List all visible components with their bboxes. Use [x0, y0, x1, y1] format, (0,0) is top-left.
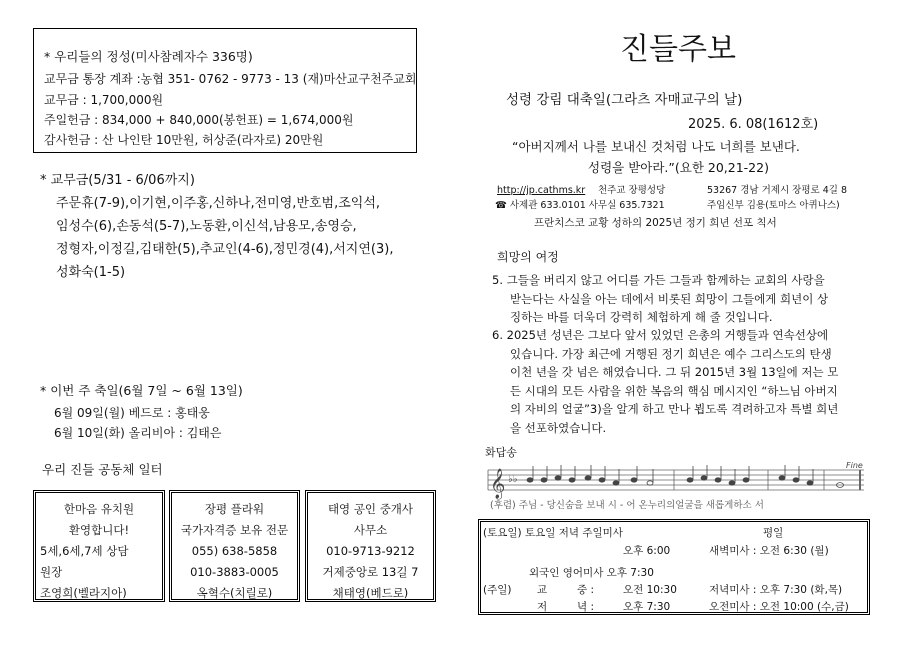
- ad-realestate: [305, 490, 436, 602]
- donors-line: 정형자,이정길,김태한(5),추교인(4-6),정민경(4),서지연(3),: [56, 242, 394, 257]
- quote-line-2: 성령을 받아라.”(요한 20,21-22): [588, 160, 769, 175]
- quote-line-1: “아버지께서 나를 보내신 것처럼 나도 너희를 보낸다.: [512, 139, 800, 154]
- parish-church: 천주교 장평성당: [598, 185, 666, 196]
- jeo: 저: [537, 601, 548, 613]
- sat-time: 오후 6:00: [623, 545, 671, 557]
- issue-date: 2025. 6. 08(1612호): [688, 117, 819, 132]
- music-staff: [484, 460, 868, 514]
- kyo-time: 오전 10:30: [623, 584, 677, 596]
- nyeok: 녁 :: [577, 601, 595, 613]
- article-line: 받는다는 사실을 아는 데에서 비롯된 희망이 그들에게 희년이 상: [510, 291, 829, 306]
- ad-line: 장평 플라워: [204, 502, 265, 516]
- offering-kyomugeum: 교무금 : 1,700,000원: [44, 93, 164, 107]
- article-p5: [492, 271, 828, 327]
- ad-line: 조영희(벨라지아): [40, 586, 127, 600]
- mass-schedule: [478, 519, 870, 615]
- evening-mass: 저녁미사 : 오후 7:30 (화,목): [709, 584, 843, 596]
- ad-line: 채태영(베드로): [332, 586, 409, 600]
- donors-line: 성화숙(1-5): [56, 265, 126, 280]
- hymn-lyrics: (후렴) 주님 - 당신숨을 보내 시 - 어 온누리의얼굴을 새롭게하소 서: [490, 500, 764, 511]
- kyo: 교: [537, 584, 548, 596]
- offering-account: 교무금 통장 계좌 :농협 351- 0762 - 9773 - 13 (재)마산교구천주교회: [44, 72, 417, 86]
- foreign-mass: 외국인 영어미사 오후 7:30: [529, 567, 654, 579]
- feast-title: 성령 강림 대축일(그라츠 자매교구의 날): [506, 92, 743, 108]
- weekday-label: 평일: [763, 527, 784, 539]
- donors-header: * 교무금(5/31 - 6/06까지): [40, 173, 195, 188]
- ad-line: 거제중앙로 13길 7: [322, 565, 419, 579]
- parish-address: 53267 경남 거제시 장평로 4길 8: [707, 185, 848, 196]
- sat-label: (토요일) 토요일 저녁 주일미사: [483, 527, 623, 539]
- article-line: 의 자비의 얼굴”3)을 알게 하고 만나 뵙도록 격려하고자 특별 희년: [510, 402, 839, 417]
- feast-line: 6월 09일(월) 베드로 : 홍태웅: [54, 406, 210, 420]
- ad-line: 010-3883-0005: [190, 565, 279, 579]
- ad-line: 옥혁수(치릴로): [196, 586, 273, 600]
- hymn-score: [484, 460, 868, 514]
- article-line: 있습니다. 가장 최근에 거행된 정기 희년은 예수 그리스도의 탄생: [510, 346, 832, 361]
- sun-label: (주일): [483, 584, 512, 596]
- dawn-mass: 새벽미사 : 오전 6:30 (월): [709, 545, 829, 557]
- offering-box: [33, 28, 417, 153]
- ad-flower: [169, 490, 300, 602]
- jeo-time: 오후 7:30: [623, 601, 671, 613]
- ad-line: 원장: [40, 565, 63, 579]
- ad-line: 한마음 유치원: [63, 502, 135, 516]
- bulletin-title: 진들주보: [620, 32, 736, 67]
- ad-line: 010-9713-9212: [326, 544, 415, 558]
- donors-line: 임성수(6),손동석(5-7),노동환,이신석,남용모,송영승,: [56, 219, 357, 234]
- article-line: 6. 2025년 성년은 그보다 앞서 있었던 은총의 거행들과 연속선상에: [492, 328, 829, 342]
- svg-text:♭♭: ♭♭: [508, 474, 518, 485]
- jung: 중 :: [577, 584, 595, 596]
- ad-line: 5세,6세,7세 상담: [40, 544, 129, 558]
- ad-line: 태영 공인 중개사: [327, 502, 414, 516]
- ad-kindergarten: [33, 490, 165, 602]
- ad-line: 055) 638-5858: [191, 544, 278, 558]
- hymn-label: 화답송: [485, 446, 517, 459]
- offering-header: * 우리들의 정성(미사참례자수 336명): [44, 49, 253, 64]
- parish-url[interactable]: http://jp.cathms.kr: [497, 185, 586, 196]
- svg-text:𝄞: 𝄞: [490, 469, 506, 499]
- ad-line: 사무소: [353, 523, 388, 537]
- article-p6: [492, 326, 838, 438]
- hymn-notes: [527, 465, 844, 487]
- community-title: 우리 진들 공동체 일터: [42, 462, 163, 477]
- article-line: 이천 년을 갓 넘은 해였습니다. 그 뒤 2015년 3월 13일에 저는 모: [510, 365, 839, 380]
- feasts-header: * 이번 주 축일(6월 7일 ~ 6월 13일): [40, 383, 243, 398]
- ad-line: 환영합니다!: [68, 523, 130, 537]
- article-line: 징하는 바를 더욱더 강력히 체험하게 해 줄 것입니다.: [510, 310, 773, 324]
- article-heading: 희망의 여정: [497, 250, 559, 264]
- hymn-fine: Fine: [846, 461, 863, 470]
- jubilee-banner: 프란치스코 교황 성하의 2025년 정기 희년 선포 칙서: [534, 217, 777, 229]
- article-line: 든 시대의 모든 사람을 위한 복음의 핵심 메시지인 “하느님 아버지: [510, 383, 838, 398]
- feast-line: 6월 10일(화) 올리비아 : 김태은: [54, 426, 222, 440]
- parish-pastor: 주임신부 김용(토마스 아퀴나스): [707, 200, 840, 211]
- parish-phones: ☎ 사제관 633.0101 사무실 635.7321: [495, 200, 665, 211]
- offering-sunday: 주일헌금 : 834,000 + 840,000(봉헌표) = 1,674,000원: [44, 113, 354, 127]
- offering-thanks: 감사헌금 : 산 나인탄 10만원, 허상준(라자로) 20만원: [44, 133, 324, 147]
- ad-line: 국가자격증 보유 전문: [180, 523, 289, 537]
- article-line: 을 선포하였습니다.: [510, 420, 607, 435]
- donors-line: 주문휴(7-9),이기현,이주홍,신하나,전미영,반호범,조익석,: [56, 196, 381, 211]
- article-line: 5. 그들을 버리지 않고 어디를 가든 그들과 함께하는 교회의 사랑을: [492, 273, 825, 287]
- morning-mass: 오전미사 : 오전 10:00 (수,금): [709, 601, 849, 613]
- donors-list: [56, 192, 393, 284]
